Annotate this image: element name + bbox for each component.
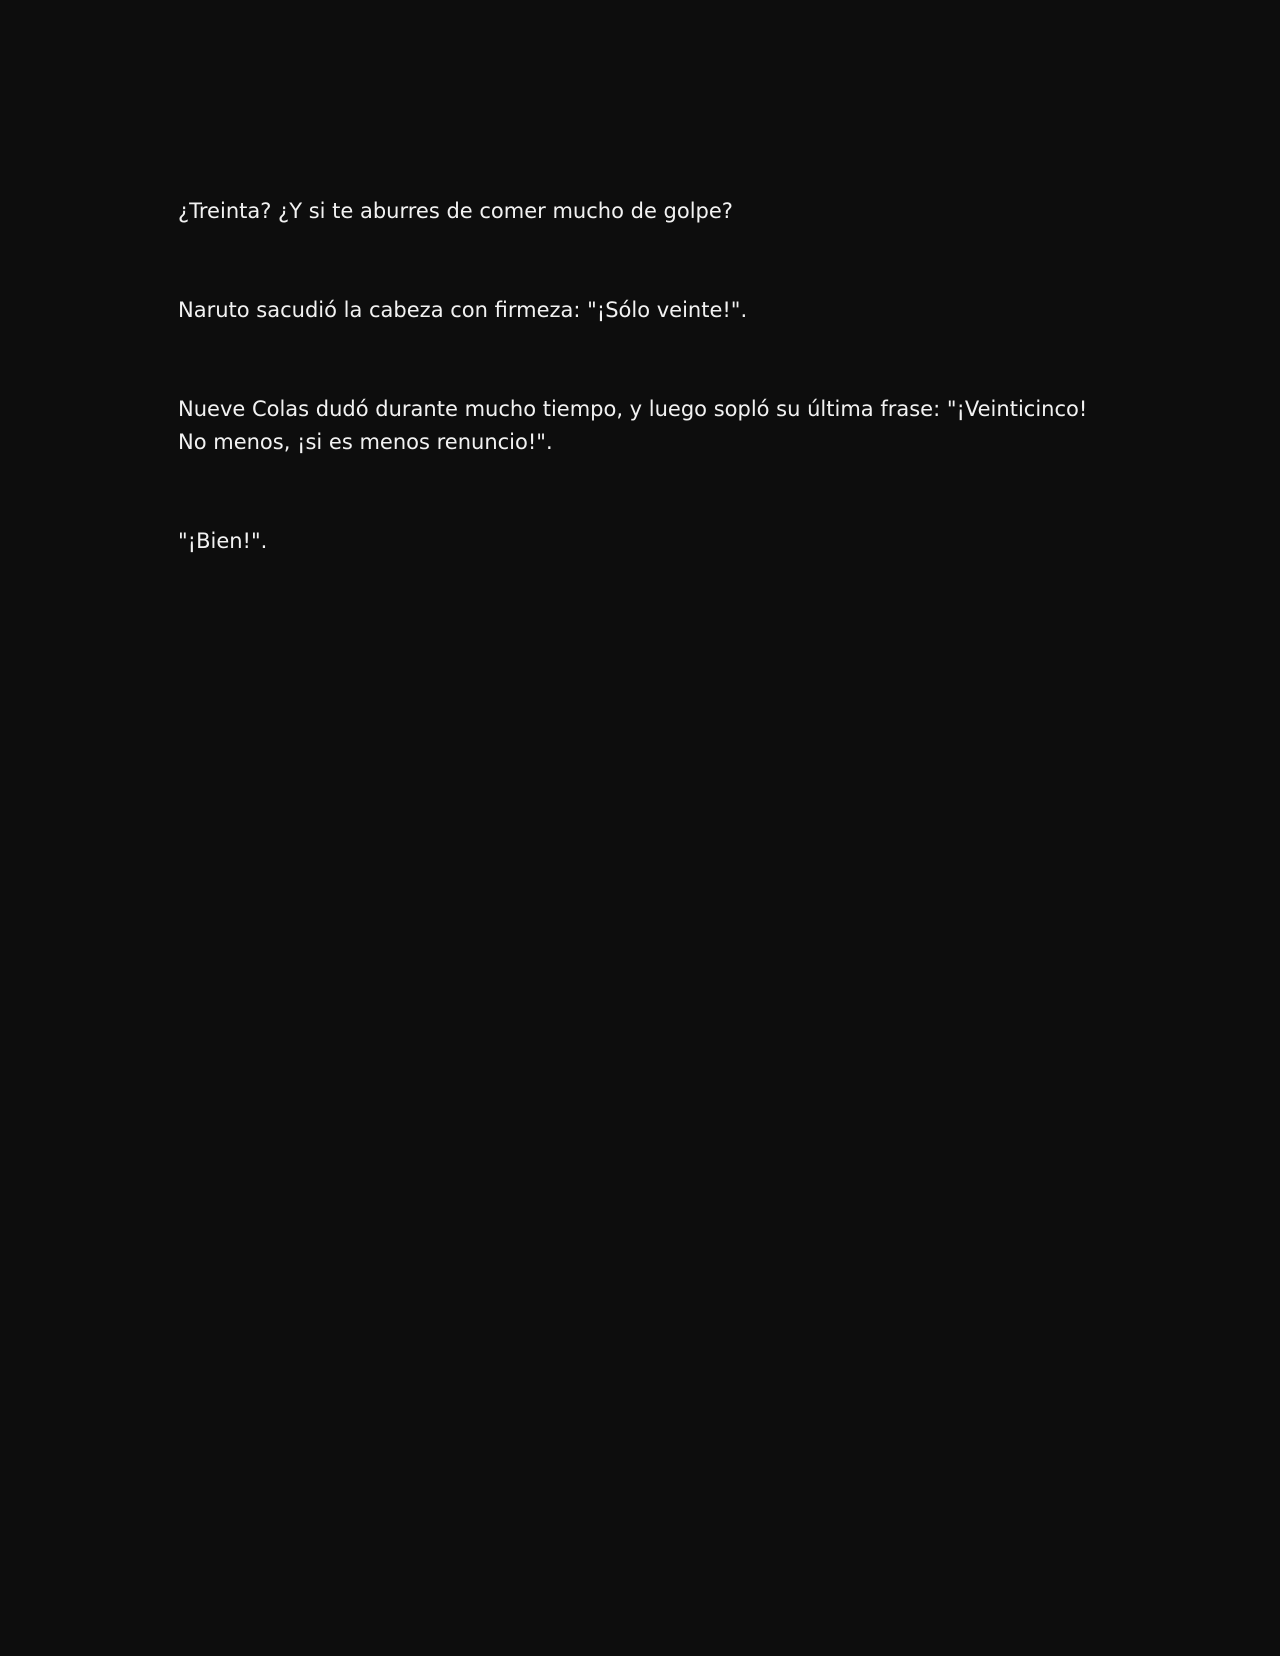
paragraph-3: Nueve Colas dudó durante mucho tiempo, y luego sopló su última frase: "¡Veinticinco! No menos, ¡si es menos renuncio!". [178,397,1088,454]
document-body [178,195,1108,624]
paragraph-2: Naruto sacudió la cabeza con firmeza: "¡Sólo veinte!". [178,298,748,322]
paragraph-4: "¡Bien!". [178,529,268,553]
paragraph-1: ¿Treinta? ¿Y si te aburres de comer mucho de golpe? [178,199,733,223]
